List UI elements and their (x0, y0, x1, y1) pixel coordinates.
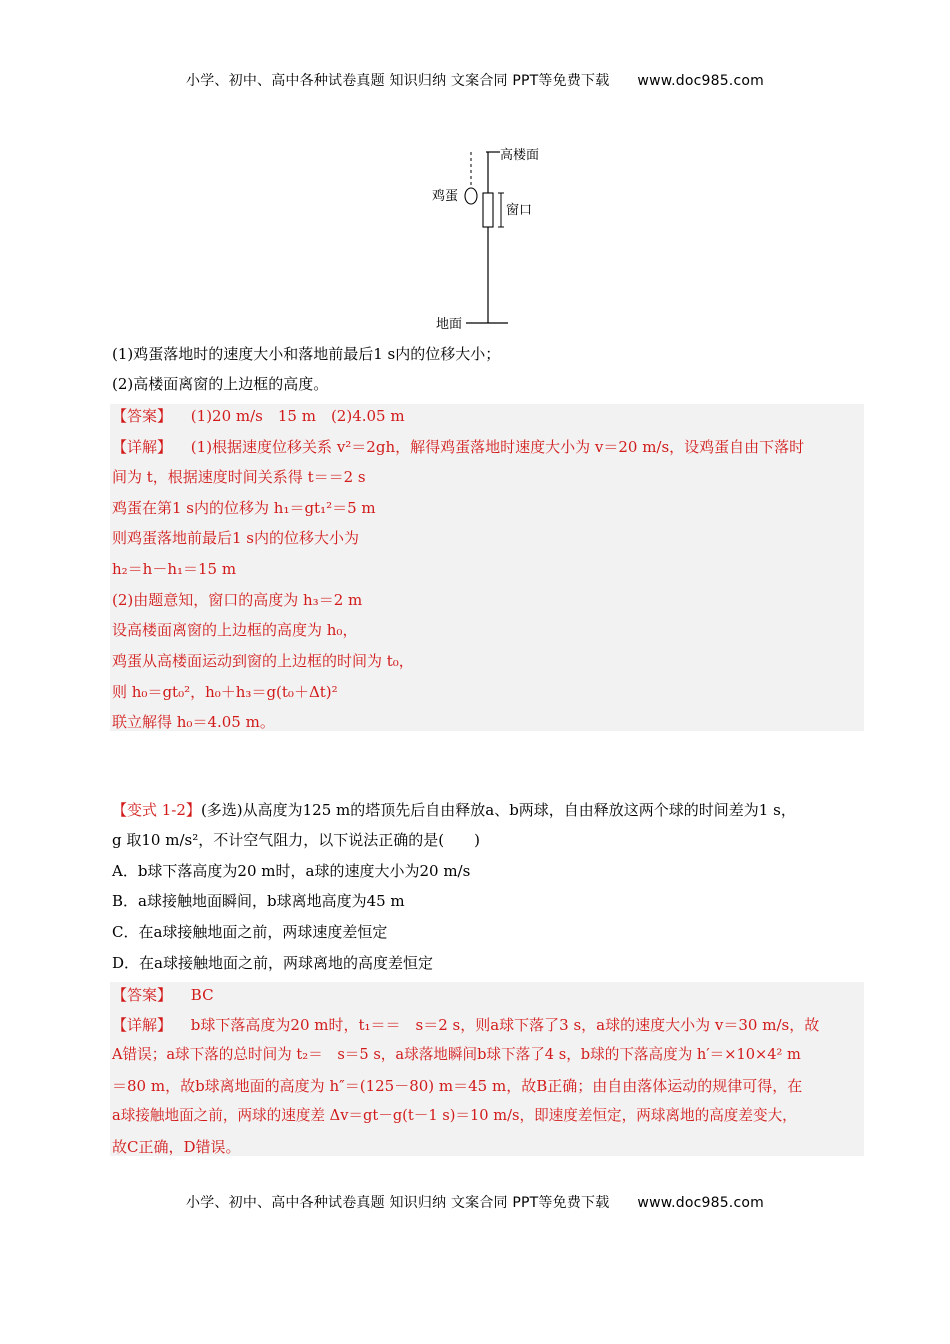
q2-answer-box (110, 982, 864, 1156)
q2-detail-text-1: b球下落高度为20 m时，t₁＝＝ s＝2 s，则a球下落了3 s，a球的速度大小为 v＝30 m/s，故 (190, 1016, 820, 1034)
q2-detail-line-2: A错误；a球下落的总时间为 t₂＝ s＝5 s，a球落地瞬间b球下落了4 s，b球的下落高度为 h′＝×10×4² m (112, 1046, 801, 1063)
egg-shape (465, 188, 477, 204)
q2-detail-line-5: 故C正确，D错误。 (112, 1138, 241, 1156)
q1-detail-line-4: 则鸡蛋落地前最后1 s内的位移大小为 (112, 529, 360, 547)
q2-tag: 【变式 1-2】 (112, 801, 201, 819)
building-egg-figure (428, 140, 558, 335)
q2-option-c: C．在a球接触地面之前，两球速度差恒定 (112, 923, 388, 941)
q2-answer-tag: 【答案】 (112, 986, 173, 1004)
q1-detail-line-7: 设高楼面离窗的上边框的高度为 h₀， (112, 621, 358, 639)
footer-text: 小学、初中、高中各种试卷真题 知识归纳 文案合同 PPT等免费下载 (186, 1195, 610, 1211)
q2-stem-line-2: g 取10 m/s²，不计空气阻力，以下说法正确的是( ) (112, 831, 480, 849)
roof-label: 高楼面 (500, 148, 540, 163)
q2-detail-tag: 【详解】 (112, 1016, 173, 1034)
q2-answer-text: BC (190, 986, 214, 1004)
header-site: www.doc985.com (637, 73, 764, 89)
q1-detail-text-1: (1)根据速度位移关系 v²＝2gh，解得鸡蛋落地时速度大小为 v＝20 m/s，设鸡蛋自由下落时 (190, 438, 805, 456)
q1-detail-tag: 【详解】 (112, 438, 173, 456)
q1-answer-line (112, 405, 872, 427)
q1-answer-text: (1)20 m/s 15 m (2)4.05 m (190, 407, 405, 425)
q1-detail-line-6: (2)由题意知，窗口的高度为 h₃＝2 m (112, 591, 363, 609)
q1-answer-tag: 【答案】 (112, 407, 173, 425)
q1-item-2: (2)高楼面离窗的上边框的高度。 (112, 375, 329, 393)
q2-option-b: B．a球接触地面瞬间，b球离地高度为45 m (112, 892, 405, 910)
ground-label: 地面 (436, 317, 463, 332)
page-header (0, 70, 950, 90)
q1-detail-line-9: 则 h₀＝gt₀²，h₀＋h₃＝g(t₀＋Δt)² (112, 683, 338, 701)
q1-detail-line-1 (112, 436, 872, 458)
header-text: 小学、初中、高中各种试卷真题 知识归纳 文案合同 PPT等免费下载 (186, 73, 610, 89)
q1-item-1: (1)鸡蛋落地时的速度大小和落地前最后1 s内的位移大小； (112, 345, 501, 363)
window-label: 窗口 (506, 203, 533, 218)
q1-detail-line-10: 联立解得 h₀＝4.05 m。 (112, 713, 275, 731)
page-footer (0, 1192, 950, 1212)
egg-label: 鸡蛋 (432, 189, 459, 204)
q2-detail-line-1 (112, 1014, 872, 1036)
q2-option-d: D．在a球接触地面之前，两球离地的高度差恒定 (112, 954, 433, 972)
window-rect (483, 193, 493, 227)
q1-detail-line-3: 鸡蛋在第1 s内的位移为 h₁＝gt₁²＝5 m (112, 499, 376, 517)
q1-detail-line-5: h₂＝h－h₁＝15 m (112, 560, 237, 578)
footer-site: www.doc985.com (637, 1195, 764, 1211)
q2-option-a: A．b球下落高度为20 m时，a球的速度大小为20 m/s (112, 862, 471, 880)
q2-answer-line (112, 984, 872, 1006)
building-diagram (428, 140, 558, 335)
q2-detail-line-3: ＝80 m，故b球离地面的高度为 h″＝(125－80) m＝45 m，故B正确；由自由落体运动的规律可得，在 (112, 1077, 803, 1095)
q1-detail-line-2: 间为 t，根据速度时间关系得 t＝＝2 s (112, 468, 366, 486)
q1-detail-line-8: 鸡蛋从高楼面运动到窗的上边框的时间为 t₀， (112, 652, 414, 670)
q2-stem-text-1: (多选)从高度为125 m的塔顶先后自由释放a、b两球，自由释放这两个球的时间差为1 s， (200, 801, 796, 819)
q2-stem-line-1 (112, 799, 872, 821)
q2-detail-line-4: a球接触地面之前，两球的速度差 Δv＝gt－g(t－1 s)＝10 m/s，即速度差恒定，两球离地的高度差变大， (112, 1107, 797, 1124)
